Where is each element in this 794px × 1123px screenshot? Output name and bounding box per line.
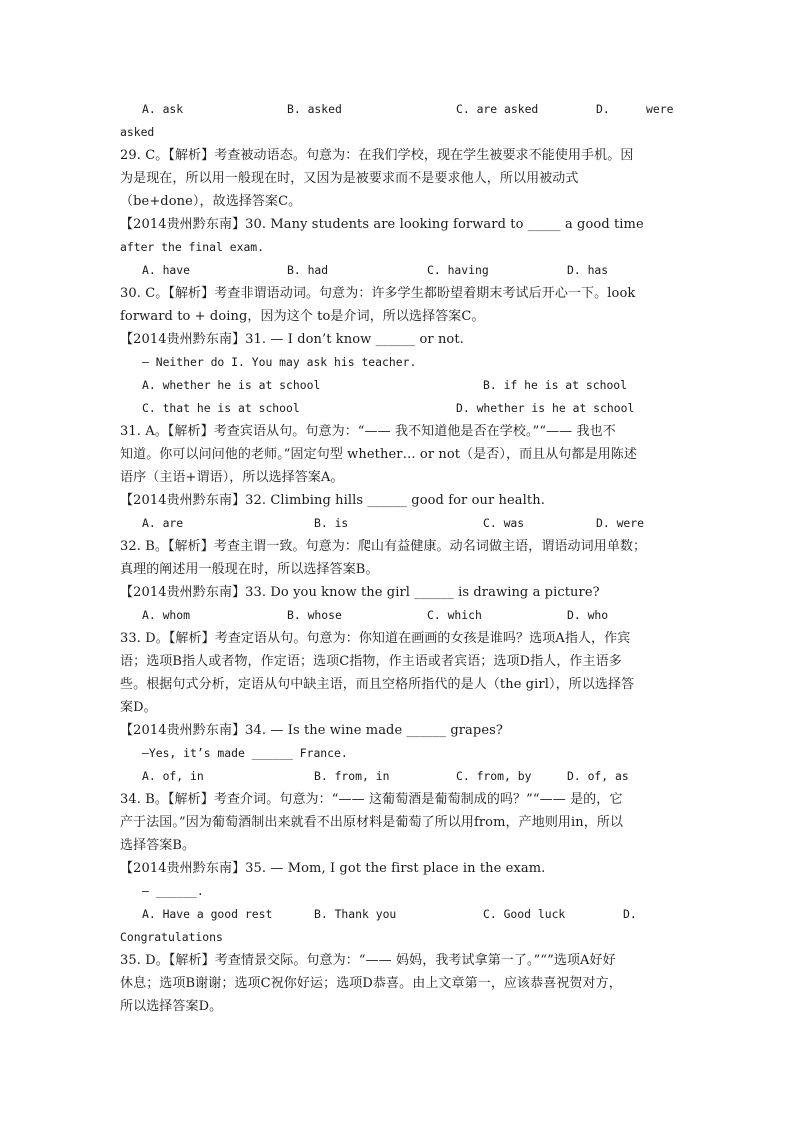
question-34-line-2: —Yes, it’s made ______ France. [142,746,348,760]
question-32-line-1: 【2014贵州黔东南】32. Climbing hills ______ good for our health. [120,493,545,508]
q28-option-a: A. ask [142,102,184,116]
q35-option-a: A. Have a good rest [142,907,273,921]
q35-options [120,903,676,926]
q32-options [120,512,676,535]
q34-option-d: D. of, as [567,769,629,783]
answer-32-line-1: 32. B。【解析】考查主谓一致。句意为：爬山有益健康。动名词做主语，谓语动词用单数； [120,539,647,554]
q33-option-d: D. who [567,608,609,622]
question-34-line-1: 【2014贵州黔东南】34. — Is the wine made ______ grapes? [120,723,503,738]
q28-option-b: B. asked [287,102,342,116]
answer-34-line-3: 选择答案B。 [120,838,196,853]
q34-options [120,765,676,788]
answer-34-line-1: 34. B。【解析】考查介词。句意为：“—— 这葡萄酒是葡萄制成的吗？”“—— 是的，它 [120,792,623,807]
answer-35-line-2: 休息；选项B谢谢；选项C祝你好运；选项D恭喜。由上文章第一，应该恭喜祝贺对方， [120,976,622,991]
q31-options-row-1 [120,374,676,397]
q30-option-b: B. had [287,263,329,277]
q32-option-b: B. is [314,516,349,530]
q31-option-c: C. that he is at school [142,401,300,415]
q35-option-d-wrap: Congratulations [120,930,223,944]
q34-option-b: B. from, in [314,769,390,783]
q28-option-d-text: were [646,102,674,116]
q28-option-d: D. [596,102,610,116]
q28-options [120,98,676,121]
question-35-line-1: 【2014贵州黔东南】35. — Mom, I got the first place in the exam. [120,861,546,876]
answer-29-line-2: 为是现在，所以用一般现在时，又因为是被要求而不是要求他人，所以用被动式 [120,171,579,186]
q34-option-a: A. of, in [142,769,204,783]
question-30-line-1: 【2014贵州黔东南】30. Many students are looking forward to _____ a good time [120,217,644,232]
question-33-line-1: 【2014贵州黔东南】33. Do you know the girl ______ is drawing a picture? [120,585,600,600]
answer-29-line-1: 29. C。【解析】考查被动语态。句意为：在我们学校，现在学生被要求不能使用手机。因 [120,148,634,163]
q31-options-row-2 [120,397,676,420]
q30-options [120,259,676,282]
q28-option-d-wrap: asked [120,125,155,139]
answer-32-line-2: 真理的阐述用一般现在时，所以选择答案B。 [120,562,379,577]
answer-30-line-1: 30. C。【解析】考查非谓语动词。句意为：许多学生都盼望着期末考试后开心一下。look [120,286,636,301]
q33-option-c: C. which [427,608,482,622]
answer-31-line-1: 31. A。【解析】考查宾语从句。句意为：“—— 我不知道他是否在学校。”“—— 我也不 [120,424,616,439]
question-31-line-2: — Neither do I. You may ask his teacher. [142,355,417,369]
q34-option-c: C. from, by [456,769,532,783]
question-35-line-2: — ______. [142,884,204,898]
q31-option-b: B. if he is at school [483,378,628,392]
answer-35-line-1: 35. D。【解析】考查情景交际。句意为：“—— 妈妈，我考试拿第一了。”“”选项A好好 [120,953,616,968]
answer-35-line-3: 所以选择答案D。 [120,999,223,1014]
answer-33-line-1: 33. D。【解析】考查定语从句。句意为：你知道在画画的女孩是谁吗？选项A指人，作宾 [120,631,631,646]
answer-31-line-2: 知道。你可以问问他的老师。”固定句型 whether… or not（是否），而且从句都是用陈述 [120,447,638,462]
q35-option-d: D. [623,907,637,921]
answer-34-line-2: 产于法国。”因为葡萄酒制出来就看不出原材料是葡萄了所以用from，产地则用in，所以 [120,815,624,830]
q30-option-c: C. having [427,263,489,277]
answer-30-line-2: forward to + doing，因为这个 to是介词，所以选择答案C。 [120,309,485,324]
question-30-line-2: after the final exam. [120,240,265,254]
q33-options [120,604,676,627]
q33-option-b: B. whose [287,608,342,622]
q30-option-a: A. have [142,263,191,277]
q31-option-a: A. whether he is at school [142,378,321,392]
q35-option-c: C. Good luck [483,907,566,921]
q28-option-c: C. are asked [456,102,539,116]
q30-option-d: D. has [567,263,609,277]
q32-option-d: D. were [596,516,645,530]
answer-33-line-3: 些。根据句式分析，定语从句中缺主语，而且空格所指代的是人（the girl），所以选择答 [120,677,635,692]
document-page [120,98,676,1018]
answer-29-line-3: （be+done），故选择答案C。 [120,194,302,209]
question-31-line-1: 【2014贵州黔东南】31. — I don’t know ______ or not. [120,332,464,347]
answer-33-line-4: 案D。 [120,700,157,715]
q31-option-d: D. whether is he at school [456,401,635,415]
q33-option-a: A. whom [142,608,191,622]
q35-option-b: B. Thank you [314,907,397,921]
q32-option-c: C. was [483,516,525,530]
answer-33-line-2: 语；选项B指人或者物，作定语；选项C指物，作主语或者宾语；选项D指人，作主语多 [120,654,622,669]
answer-31-line-3: 语序（主语+谓语），所以选择答案A。 [120,470,344,485]
q32-option-a: A. are [142,516,184,530]
